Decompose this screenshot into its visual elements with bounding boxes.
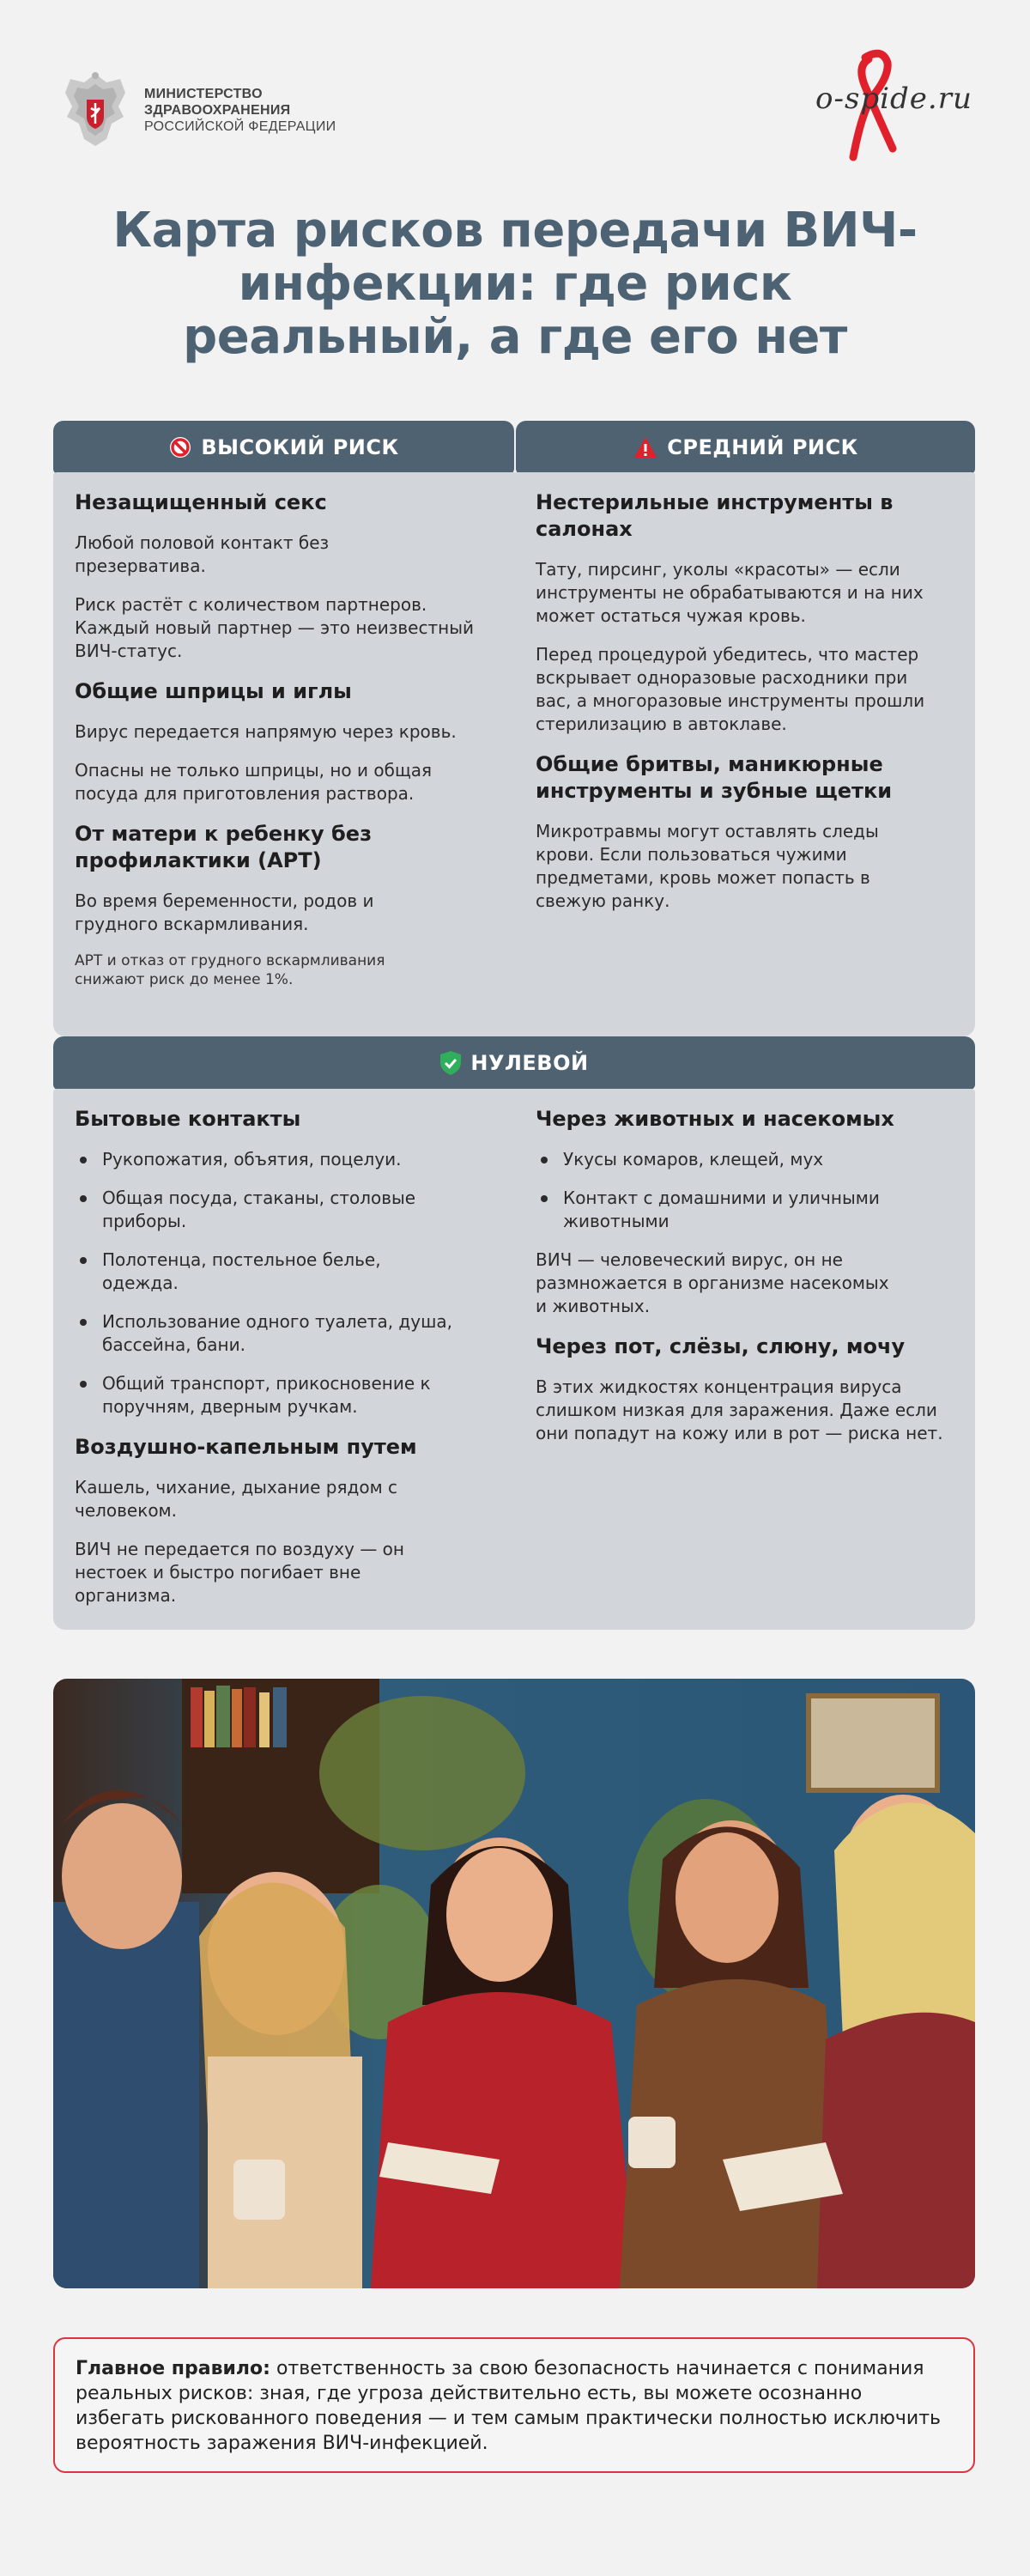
main-rule-text: ответственность за свою безопасность начинается с понимания реальных рисков: зная, где угроза действительно есть, вы можете осознанно избегать рискованного поведения — и тем самым практически полностью исключить вероятность заражения ВИЧ-инфекцией. (76, 2358, 941, 2454)
zero-risk-right-column (536, 1106, 956, 1461)
tab-zero-risk (53, 1036, 975, 1090)
animals-text: ВИЧ — человеческий вирус, он не размножается в организме насекомых и животных. (536, 1249, 889, 1316)
list-item: Использование одного туалета, душа, бассейна, бани. (75, 1310, 461, 1357)
main-rule-box (53, 2337, 975, 2473)
shield-check-icon (439, 1050, 462, 1076)
high-risk-syringes-title: Общие шприцы и иглы (75, 679, 352, 703)
list-item: Укусы комаров, клещей, мух (536, 1148, 922, 1171)
ministry-name-line2: ЗДРАВООХРАНЕНИЯ (144, 102, 291, 118)
tab-high-risk-label: ВЫСОКИЙ РИСК (201, 435, 399, 459)
airborne-text1: Кашель, чихание, дыхание рядом с человеком. (75, 1477, 398, 1521)
zero-risk-left-column (75, 1106, 495, 1623)
high-risk-syringes-text2: Опасны не только шприцы, но и общая посуда для приготовления раствора. (75, 760, 433, 804)
tab-high-risk (53, 421, 514, 474)
tab-medium-risk (516, 421, 975, 474)
list-item: Контакт с домашними и уличными животными (536, 1187, 922, 1233)
animals-title: Через животных и насекомых (536, 1107, 894, 1131)
fluids-text: В этих жидкостях концентрация вируса слишком низкая для заражения. Даже если они попадут на кожу или в рот — риска нет. (536, 1376, 943, 1443)
coat-of-arms-icon (58, 67, 132, 153)
medium-risk-razors-title: Общие бритвы, маникюрные инструменты и зубные щетки (536, 752, 893, 803)
airborne-title: Воздушно-капельным путем (75, 1435, 417, 1459)
high-risk-sex-text2: Риск растёт с количеством партнеров. Каждый новый партнер — это неизвестный ВИЧ-статус. (75, 594, 474, 661)
high-risk-sex-title: Незащищенный секс (75, 490, 327, 514)
medium-risk-salon-text1: Тату, пирсинг, уколы «красоты» — если инструменты не обрабатываются и на них может остаться чужая кровь. (536, 559, 924, 626)
ministry-name-line1: МИНИСТЕРСТВО (144, 86, 263, 101)
list-item: Полотенца, постельное белье, одежда. (75, 1249, 435, 1295)
household-title: Бытовые контакты (75, 1107, 301, 1131)
medium-risk-column (536, 489, 956, 928)
site-logo[interactable] (815, 47, 978, 167)
illustration-image (53, 1679, 975, 2288)
animals-list (536, 1148, 956, 1233)
list-item: Рукопожатия, объятия, поцелуи. (75, 1148, 461, 1171)
high-risk-mother-title: От матери к ребенку без профилактики (АРТ) (75, 822, 373, 872)
main-rule-label: Главное правило: (76, 2358, 270, 2379)
warning-icon (633, 435, 658, 459)
fluids-title: Через пот, слёзы, слюну, мочу (536, 1334, 906, 1358)
high-medium-risk-panel (53, 472, 975, 1036)
high-risk-mother-text: Во время беременности, родов и грудного вскармливания. (75, 890, 374, 934)
ministry-logo[interactable] (58, 67, 336, 153)
page-title: Карта рисков передачи ВИЧ-инфекции: где риск реальный, а где его нет (112, 203, 918, 365)
page-header (0, 0, 1030, 189)
medium-risk-salon-text2: Перед процедурой убедитесь, что мастер вскрывает одноразовые расходники при вас, а многоразовые инструменты прошли стерилизацию в автоклаве. (536, 644, 925, 734)
tab-zero-risk-label: НУЛЕВОЙ (470, 1051, 589, 1075)
prohibited-icon (168, 435, 192, 459)
medium-risk-salon-title: Нестерильные инструменты в салонах (536, 490, 894, 541)
ministry-name-line3: РОССИЙСКОЙ ФЕДЕРАЦИИ (144, 118, 336, 134)
list-item: Общая посуда, стаканы, столовые приборы. (75, 1187, 461, 1233)
high-risk-sex-text1: Любой половой контакт без презерватива. (75, 532, 330, 576)
high-risk-syringes-text1: Вирус передается напрямую через кровь. (75, 721, 457, 742)
site-logo-text: o-spide.ru (815, 82, 972, 116)
medium-risk-razors-text: Микротравмы могут оставлять следы крови. Если пользоваться чужими предметами, кровь может попасть в свежую ранку. (536, 821, 879, 911)
zero-risk-panel (53, 1089, 975, 1630)
risk-tabs (53, 421, 975, 474)
high-risk-mother-note: АРТ и отказ от грудного вскармливания снижают риск до менее 1%. (75, 952, 385, 988)
list-item: Общий транспорт, прикосновение к поручням, дверным ручкам. (75, 1372, 478, 1419)
airborne-text2: ВИЧ не передается по воздуху — он нестоек и быстро погибает вне организма. (75, 1539, 404, 1606)
high-risk-column (75, 489, 495, 989)
tab-medium-risk-label: СРЕДНИЙ РИСК (667, 435, 858, 459)
friends-illustration (53, 1679, 975, 2288)
household-list (75, 1148, 495, 1419)
